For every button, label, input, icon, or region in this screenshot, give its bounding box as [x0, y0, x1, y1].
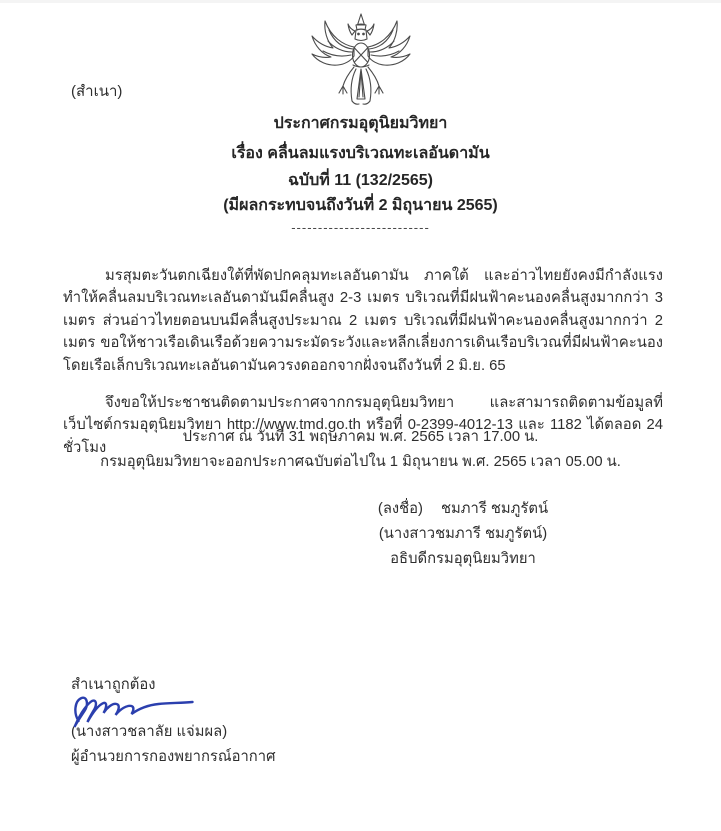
signed-name: ชมภารี ชมภูรัตน์	[440, 501, 549, 517]
document-title: ประกาศกรมอุตุนิยมวิทยา	[273, 115, 448, 132]
next-issue-line: กรมอุตุนิยมวิทยาจะออกประกาศฉบับต่อไปใน 1 มิถุนายน พ.ศ. 2565 เวลา 05.00 น.	[100, 453, 621, 470]
divider-dashes: --------------------------	[291, 220, 430, 235]
garuda-emblem-paths	[312, 14, 410, 104]
handwritten-signature-icon	[66, 689, 203, 731]
document-header	[0, 109, 721, 238]
copy-label: (สำเนา)	[71, 83, 123, 100]
signed-label: (ลงชื่อ)	[377, 501, 423, 517]
certifier-name: (นางสาวชลาลัย แจ่มผล)	[71, 724, 228, 740]
signer-position: อธิบดีกรมอุตุนิยมวิทยา	[390, 551, 536, 567]
document-issue-number: ฉบับที่ 11 (132/2565)	[288, 172, 433, 189]
issuance-block	[0, 425, 721, 474]
signed-line	[340, 497, 586, 522]
document-subject: เรื่อง คลื่นลมแรงบริเวณทะเลอันดามัน	[231, 145, 490, 162]
document-effective-date: (มีผลกระทบจนถึงวันที่ 2 มิถุนายน 2565)	[223, 197, 498, 214]
body-paragraph-2: จึงขอให้ประชาชนติดตามประกาศจากกรมอุตุนิยมวิทยา และสามารถติดตามข้อมูลที่เว็บไซต์กรมอุตุนิยมวิทยา http://www.tmd.go.th หรือที่ 0-2399-4012-13 และ 1182 ได้ตลอด 24 ชั่วโมง	[63, 395, 663, 456]
copy-certification-block	[71, 674, 275, 768]
signer-name-parentheses: (นางสาวชมภารี ชมภูรัตน์)	[378, 526, 548, 542]
copy-certified-label: สำเนาถูกต้อง	[71, 677, 156, 693]
signature-block	[340, 497, 586, 572]
garuda-emblem-icon	[300, 13, 422, 109]
signature-ink-stroke	[75, 698, 193, 727]
body-paragraph-1: มรสุมตะวันตกเฉียงใต้ที่พัดปกคลุมทะเลอันดามัน ภาคใต้ และอ่าวไทยยังคงมีกำลังแรง ทำให้คลื่นลมบริเวณทะเลอันดามันมีคลื่นสูง 2-3 เมตร บริเวณที่มีฝนฟ้าคะนองคลื่นสูงมากกว่า 3 เมตร ส่วนอ่าวไทยตอนบนมีคลื่นสูงประมาณ 2 เมตร บริเวณที่มีฝนฟ้าคะนองคลื่นสูงมากกว่า 2 เมตร ขอให้ชาวเรือเดินเรือด้วยความระมัดระวังและหลีกเลี่ยงการเดินเรือบริเวณที่มีฝนฟ้าคะนอง โดยเรือเล็กบริเวณทะเลอันดามันควรงดออกจากฝั่งจนถึงวันที่ 2 มิ.ย. 65	[63, 268, 663, 374]
certifier-position: ผู้อำนวยการกองพยากรณ์อากาศ	[71, 749, 276, 765]
issued-date-line: ประกาศ ณ วันที่ 31 พฤษภาคม พ.ศ. 2565 เวลา 17.00 น.	[182, 429, 539, 445]
